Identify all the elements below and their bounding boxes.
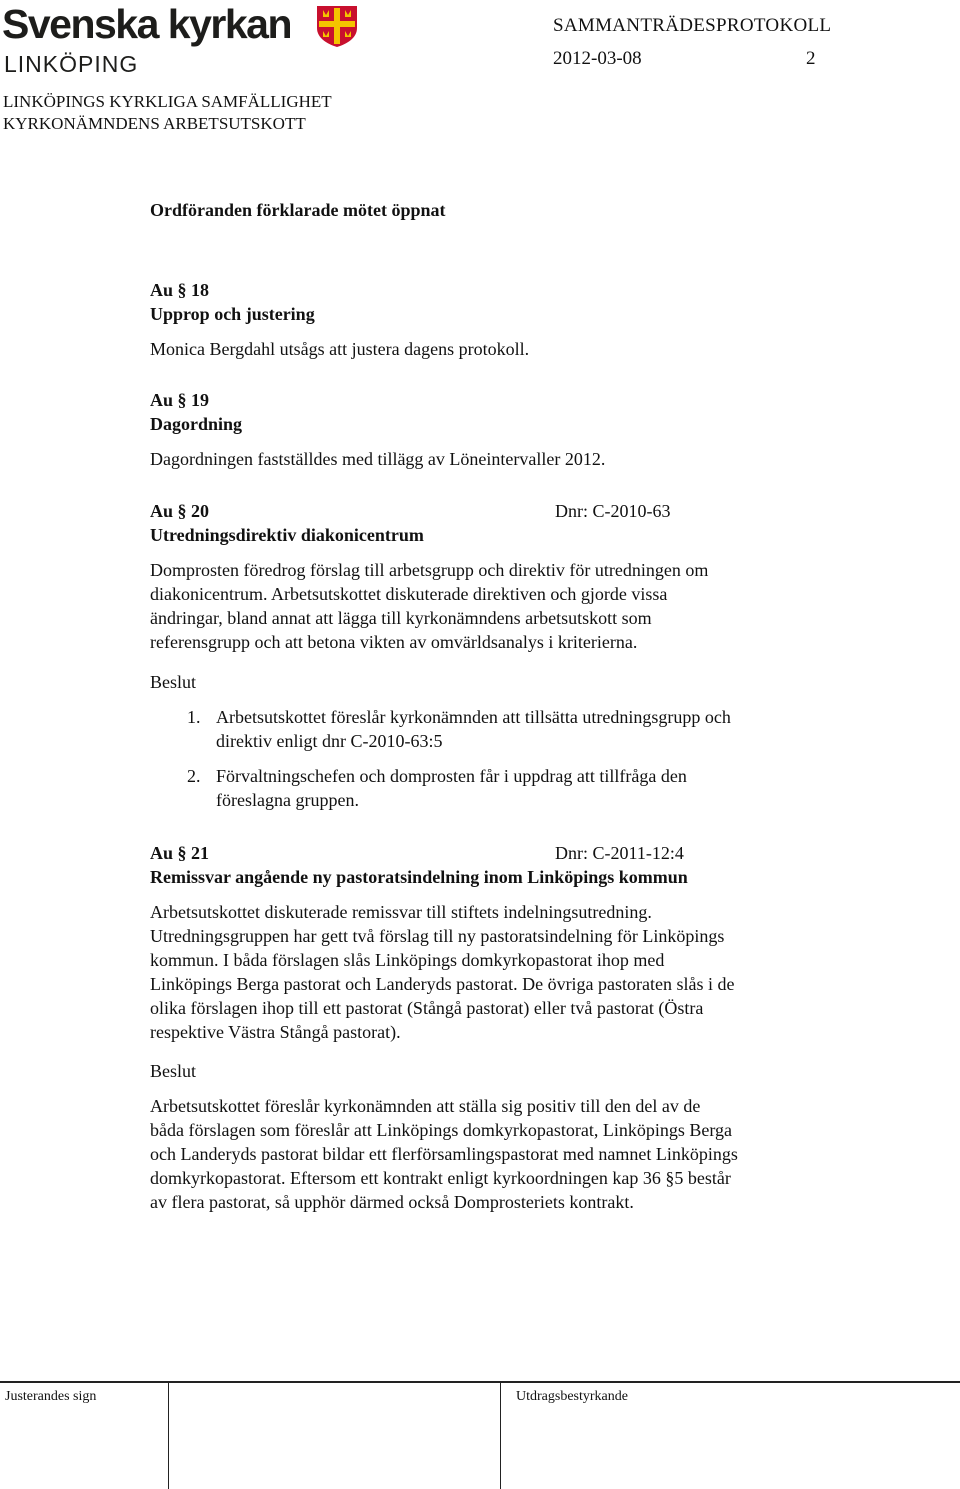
text-line: av flera pastorat, så upphör därmed också Domprosteriets kontrakt. xyxy=(150,1192,634,1212)
opening-statement: Ordföranden förklarade mötet öppnat xyxy=(150,200,446,220)
beslut-label: Beslut xyxy=(150,672,197,692)
section-number: Au § 20 xyxy=(150,501,210,521)
dnr-label: Dnr: C-2010-63 xyxy=(555,501,671,521)
organization-name: LINKÖPINGS KYRKLIGA SAMFÄLLIGHET xyxy=(3,92,332,111)
text-line: Linköpings Berga pastorat och Landeryds pastorat. De övriga pastoraten slås i de xyxy=(150,974,735,994)
justerandes-sign-label: Justerandes sign xyxy=(5,1389,97,1404)
section-title: Upprop och justering xyxy=(150,304,315,324)
dnr-label: Dnr: C-2011-12:4 xyxy=(555,843,684,863)
meeting-date: 2012-03-08 xyxy=(553,48,642,69)
text-line: ändringar, bland annat att lägga till kyrkonämndens arbetsutskott som xyxy=(150,608,652,628)
text-line: domkyrkopastorat. Eftersom ett kontrakt enligt kyrkoordningen kap 36 §5 består xyxy=(150,1168,731,1188)
logo-wordmark: Svenska kyrkan xyxy=(2,1,292,47)
footer-divider xyxy=(0,1381,960,1383)
text-line: diakonicentrum. Arbetsutskottet diskuterade direktiven och gjorde vissa xyxy=(150,584,668,604)
section-title: Remissvar angående ny pastoratsindelning inom Linköpings kommun xyxy=(150,867,688,887)
text-line: Arbetsutskottet föreslår kyrkonämnden att ställa sig positiv till den del av de xyxy=(150,1096,701,1116)
logo-city: LINKÖPING xyxy=(4,51,139,77)
text-line: båda förslagen som föreslår att Linköpings domkyrkopastorat, Linköpings Berga xyxy=(150,1120,733,1140)
section-body: Dagordningen fastställdes med tillägg av Löneintervaller 2012. xyxy=(150,449,606,469)
section-title: Utredningsdirektiv diakonicentrum xyxy=(150,525,424,545)
section-number: Au § 19 xyxy=(150,390,210,410)
section-body xyxy=(150,900,735,1044)
text-line: referensgrupp och att betona vikten av omvärldsanalys i kriterierna. xyxy=(150,632,638,652)
decision-text-line: Arbetsutskottet föreslår kyrkonämnden att tillsätta utredningsgrupp och xyxy=(216,707,731,727)
text-line: Domprosten föredrog förslag till arbetsgrupp och direktiv för utredningen om xyxy=(150,560,709,580)
text-line: kommun. I båda förslagen slås Linköpings domkyrkopastorat ihop med xyxy=(150,950,665,970)
section-body: Monica Bergdahl utsågs att justera dagens protokoll. xyxy=(150,339,530,359)
footer-column-divider xyxy=(168,1382,169,1489)
decision-text-line: direktiv enligt dnr C-2010-63:5 xyxy=(216,731,443,751)
text-line: Arbetsutskottet diskuterade remissvar till stiftets indelningsutredning. xyxy=(150,902,652,922)
committee-name: KYRKONÄMNDENS ARBETSUTSKOTT xyxy=(3,114,306,133)
document-type: SAMMANTRÄDESPROTOKOLL xyxy=(553,15,832,36)
decision-paragraph xyxy=(150,1094,738,1214)
section-body xyxy=(150,558,708,654)
text-line: respektive Västra Stångå pastorat). xyxy=(150,1022,401,1042)
decision-text-line: Förvaltningschefen och domprosten får i uppdrag att tillfråga den xyxy=(216,766,687,786)
footer-column-divider xyxy=(500,1382,501,1489)
beslut-label: Beslut xyxy=(150,1061,197,1081)
text-line: och Landeryds pastorat bildar ett flerförsamlingspastorat med namnet Linköpings xyxy=(150,1144,738,1164)
section-title: Dagordning xyxy=(150,414,243,434)
section-number: Au § 21 xyxy=(150,843,210,863)
page-number: 2 xyxy=(806,48,816,69)
church-shield-icon xyxy=(315,4,359,48)
decision-number: 2. xyxy=(187,766,201,786)
utdragsbestyrkande-label: Utdragsbestyrkande xyxy=(516,1389,628,1404)
section-number: Au § 18 xyxy=(150,280,210,300)
decision-number: 1. xyxy=(187,707,201,727)
decision-text-line: föreslagna gruppen. xyxy=(216,790,359,810)
text-line: olika förslagen ihop till ett pastorat (Stångå pastorat) eller två pastorat (Östra xyxy=(150,998,704,1018)
text-line: Utredningsgruppen har gett två förslag till ny pastoratsindelning för Linköpings xyxy=(150,926,725,946)
